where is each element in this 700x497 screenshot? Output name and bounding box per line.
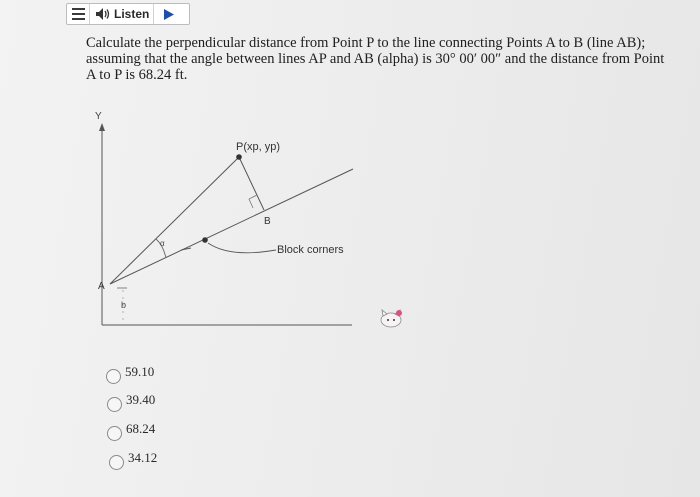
point-a-label: A [98, 281, 105, 292]
line-ap [110, 157, 239, 284]
menu-icon[interactable] [67, 4, 90, 24]
cat-sticker-icon [378, 307, 404, 329]
listen-button[interactable] [90, 4, 154, 24]
radio-button[interactable] [106, 369, 121, 384]
option-label: 34.12 [128, 450, 158, 465]
survey-diagram [80, 100, 370, 340]
block-corners-leader [208, 243, 276, 253]
radio-button[interactable] [109, 455, 124, 470]
line-ab [110, 169, 353, 284]
point-p-label: P(xp, yp) [236, 141, 281, 153]
read-aloud-toolbar [66, 3, 190, 25]
option-2[interactable] [107, 392, 155, 408]
play-icon [164, 9, 174, 20]
option-3[interactable] [107, 421, 155, 437]
axis-y-label: Y [95, 111, 102, 122]
radio-button[interactable] [107, 397, 122, 412]
option-4[interactable] [109, 450, 157, 466]
block-corner-point [202, 237, 208, 243]
option-1[interactable] [106, 364, 154, 380]
option-label: 39.40 [126, 392, 156, 407]
point-b-label: B [264, 216, 271, 227]
radio-button[interactable] [107, 426, 122, 441]
block-corners-label: Block corners [277, 244, 344, 256]
option-label: 68.24 [126, 421, 156, 436]
speaker-icon [96, 8, 111, 20]
option-label: 59.10 [125, 364, 155, 379]
y-axis-arrow [99, 123, 105, 131]
perpendicular-pb [239, 157, 264, 210]
listen-label: Listen [114, 7, 150, 21]
play-button[interactable] [154, 4, 184, 24]
b-label: b [121, 300, 127, 310]
right-angle-mark [249, 195, 257, 208]
point-p [236, 154, 242, 160]
question-text: Calculate the perpendicular distance from Point P to the line connecting Points A to B (line AB); assuming that the angle between lines AP and AB (alpha) is 30° 00′ 00″ and the distance from Point A to P is 68.24 ft. [86, 35, 665, 83]
alpha-label: α [160, 239, 165, 248]
